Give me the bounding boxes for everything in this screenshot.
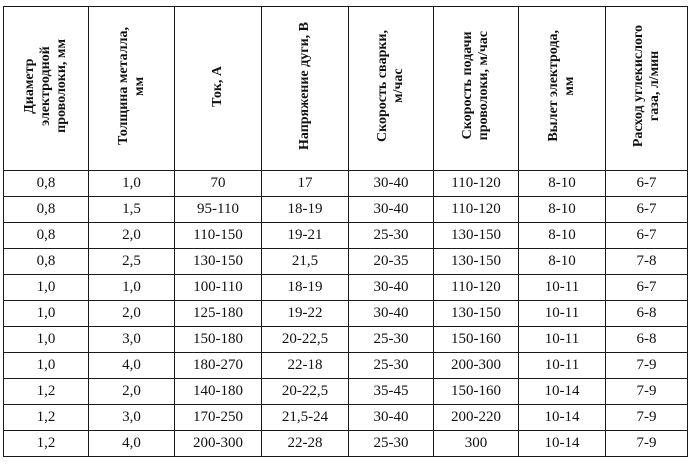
cell-wire-feed-speed: 130-150	[434, 223, 519, 249]
header-label: Вылет электрода, мм	[546, 30, 577, 142]
cell-arc-voltage: 22-18	[262, 353, 349, 379]
cell-wire-diameter: 0,8	[4, 171, 89, 197]
cell-co2-flow: 7-9	[606, 379, 688, 405]
table-row	[4, 275, 688, 301]
cell-metal-thickness: 1,5	[89, 197, 175, 223]
cell-wire-feed-speed: 150-160	[434, 327, 519, 353]
table-row	[4, 405, 688, 431]
cell-metal-thickness: 1,0	[89, 275, 175, 301]
cell-welding-speed: 35-45	[349, 379, 434, 405]
cell-co2-flow: 6-8	[606, 327, 688, 353]
cell-electrode-stickout: 8-10	[519, 223, 606, 249]
cell-arc-voltage: 20-22,5	[262, 379, 349, 405]
cell-current: 70	[175, 171, 262, 197]
cell-wire-feed-speed: 200-300	[434, 353, 519, 379]
cell-current: 150-180	[175, 327, 262, 353]
cell-arc-voltage: 17	[262, 171, 349, 197]
cell-wire-diameter: 1,2	[4, 431, 89, 457]
header-wire-diameter	[4, 7, 89, 171]
cell-current: 95-110	[175, 197, 262, 223]
header-label: Диаметр электродной проволоки, мм	[22, 39, 69, 133]
cell-welding-speed: 30-40	[349, 275, 434, 301]
cell-electrode-stickout: 8-10	[519, 197, 606, 223]
table-row	[4, 223, 688, 249]
cell-electrode-stickout: 8-10	[519, 171, 606, 197]
cell-welding-speed: 30-40	[349, 197, 434, 223]
cell-wire-feed-speed: 130-150	[434, 301, 519, 327]
cell-arc-voltage: 21,5	[262, 249, 349, 275]
cell-wire-diameter: 1,0	[4, 275, 89, 301]
cell-welding-speed: 30-40	[349, 301, 434, 327]
cell-welding-speed: 30-40	[349, 405, 434, 431]
cell-metal-thickness: 2,0	[89, 223, 175, 249]
cell-metal-thickness: 3,0	[89, 327, 175, 353]
header-wire-feed-speed	[434, 7, 519, 171]
cell-co2-flow: 7-9	[606, 431, 688, 457]
cell-current: 110-150	[175, 223, 262, 249]
cell-co2-flow: 6-7	[606, 275, 688, 301]
cell-metal-thickness: 2,5	[89, 249, 175, 275]
header-row	[4, 7, 688, 171]
cell-current: 100-110	[175, 275, 262, 301]
table-row	[4, 249, 688, 275]
header-label: Ток, А	[210, 65, 225, 107]
header-metal-thickness	[89, 7, 175, 171]
cell-metal-thickness: 3,0	[89, 405, 175, 431]
cell-metal-thickness: 4,0	[89, 353, 175, 379]
cell-welding-speed: 20-35	[349, 249, 434, 275]
header-label: Скорость сварки, м/час	[375, 30, 406, 142]
cell-co2-flow: 6-7	[606, 197, 688, 223]
cell-welding-speed: 25-30	[349, 353, 434, 379]
cell-welding-speed: 25-30	[349, 327, 434, 353]
header-label: Скорость подачи проволоки, м/час	[460, 31, 491, 141]
header-arc-voltage	[262, 7, 349, 171]
cell-metal-thickness: 4,0	[89, 431, 175, 457]
cell-wire-feed-speed: 130-150	[434, 249, 519, 275]
cell-wire-diameter: 1,2	[4, 405, 89, 431]
cell-arc-voltage: 22-28	[262, 431, 349, 457]
cell-current: 140-180	[175, 379, 262, 405]
cell-wire-diameter: 0,8	[4, 249, 89, 275]
cell-wire-feed-speed: 110-120	[434, 197, 519, 223]
header-welding-speed	[349, 7, 434, 171]
cell-co2-flow: 7-9	[606, 353, 688, 379]
cell-wire-diameter: 1,2	[4, 379, 89, 405]
cell-co2-flow: 6-8	[606, 301, 688, 327]
cell-wire-feed-speed: 110-120	[434, 171, 519, 197]
cell-co2-flow: 6-7	[606, 223, 688, 249]
table-row	[4, 301, 688, 327]
header-label: Расход углекислого газа, л/мин	[630, 24, 662, 148]
cell-arc-voltage: 19-21	[262, 223, 349, 249]
cell-wire-feed-speed: 150-160	[434, 379, 519, 405]
cell-electrode-stickout: 10-11	[519, 353, 606, 379]
cell-electrode-stickout: 10-11	[519, 301, 606, 327]
cell-electrode-stickout: 8-10	[519, 249, 606, 275]
cell-electrode-stickout: 10-11	[519, 327, 606, 353]
table-row	[4, 379, 688, 405]
cell-co2-flow: 6-7	[606, 171, 688, 197]
cell-wire-feed-speed: 200-220	[434, 405, 519, 431]
cell-electrode-stickout: 10-14	[519, 431, 606, 457]
cell-electrode-stickout: 10-14	[519, 405, 606, 431]
cell-wire-feed-speed: 300	[434, 431, 519, 457]
cell-current: 125-180	[175, 301, 262, 327]
cell-current: 200-300	[175, 431, 262, 457]
cell-electrode-stickout: 10-14	[519, 379, 606, 405]
cell-co2-flow: 7-8	[606, 249, 688, 275]
header-current	[175, 7, 262, 171]
welding-parameters-table	[3, 6, 688, 457]
header-label: Напряжение дуги, В	[297, 21, 312, 150]
header-label: Толщина металла, мм	[115, 27, 147, 145]
cell-wire-diameter: 0,8	[4, 197, 89, 223]
cell-arc-voltage: 21,5-24	[262, 405, 349, 431]
cell-wire-diameter: 1,0	[4, 327, 89, 353]
cell-electrode-stickout: 10-11	[519, 275, 606, 301]
cell-metal-thickness: 2,0	[89, 301, 175, 327]
table-row	[4, 171, 688, 197]
cell-arc-voltage: 18-19	[262, 197, 349, 223]
table-row	[4, 197, 688, 223]
cell-wire-diameter: 1,0	[4, 301, 89, 327]
cell-wire-diameter: 0,8	[4, 223, 89, 249]
cell-metal-thickness: 2,0	[89, 379, 175, 405]
cell-welding-speed: 30-40	[349, 171, 434, 197]
cell-welding-speed: 25-30	[349, 223, 434, 249]
cell-arc-voltage: 18-19	[262, 275, 349, 301]
cell-welding-speed: 25-30	[349, 431, 434, 457]
cell-arc-voltage: 20-22,5	[262, 327, 349, 353]
cell-metal-thickness: 1,0	[89, 171, 175, 197]
table-row	[4, 353, 688, 379]
header-co2-flow	[606, 7, 688, 171]
cell-co2-flow: 7-9	[606, 405, 688, 431]
cell-arc-voltage: 19-22	[262, 301, 349, 327]
cell-current: 170-250	[175, 405, 262, 431]
cell-current: 130-150	[175, 249, 262, 275]
table-row	[4, 431, 688, 457]
cell-wire-feed-speed: 110-120	[434, 275, 519, 301]
cell-wire-diameter: 1,0	[4, 353, 89, 379]
cell-current: 180-270	[175, 353, 262, 379]
header-electrode-stickout	[519, 7, 606, 171]
table-row	[4, 327, 688, 353]
